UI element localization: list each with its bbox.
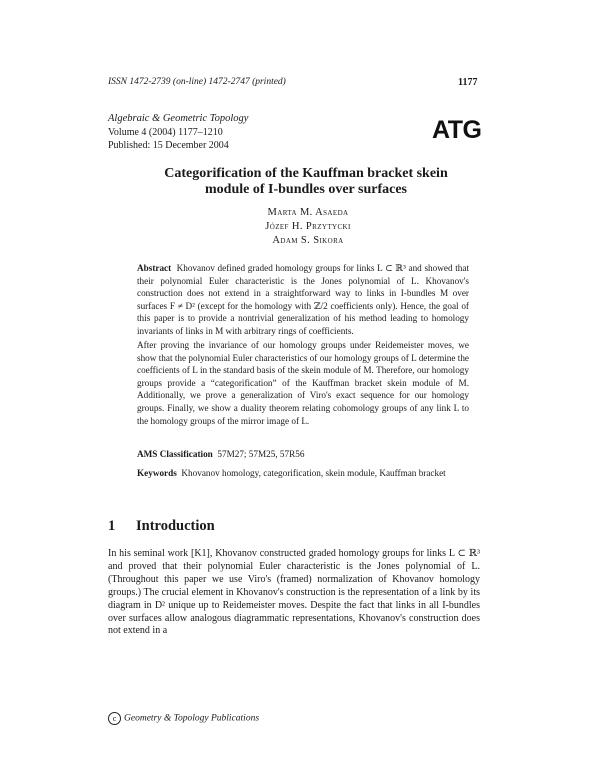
journal-volume: Volume 4 (2004) 1177–1210 bbox=[108, 127, 223, 138]
publisher-name: Geometry & Topology Publications bbox=[124, 713, 260, 724]
ams-classification bbox=[137, 448, 469, 461]
title-line-1: Categorification of the Kauffman bracket skein bbox=[164, 166, 448, 181]
page-number: 1177 bbox=[458, 77, 478, 88]
footer bbox=[108, 712, 259, 725]
title-line-2: module of I-bundles over surfaces bbox=[205, 182, 407, 197]
atg-logo: ATG bbox=[432, 116, 482, 144]
ams-label: AMS Classification bbox=[137, 449, 213, 459]
abstract-paragraph-2: After proving the invariance of our homology groups under Reidemeister moves, we show that the polynomial Euler characteristics of our homology groups of L determine the coefficients of L in the standard basis of the skein module of M. Therefore, our homology groups provide a “categorification” of the Kauffman bracket skein module of M. Additionally, we prove a generalization of Viro's exact sequence for our homology groups. Finally, we show a duality theorem relating cohomology groups of any link L to the homology groups of the mirror image of L. bbox=[137, 340, 469, 426]
copyright-icon: c bbox=[108, 712, 121, 725]
author-2: Józef H. Przytycki bbox=[265, 221, 351, 232]
introduction-body: In his seminal work [K1], Khovanov constructed graded homology groups for links L ⊂ ℝ³ and proved that their polynomial Euler characteristic is the Jones polynomial of L. (Throughout this paper we use Viro's (framed) normalization of Khovanov homology groups.) The crucial element in Khovanov's construction is the representation of a link by its diagram in D² unique up to Reidemeister moves. Despite the fact that links in all I-bundles over surfaces allow analogous diagrammatic representations, Khovanov's construction does not extend in a bbox=[108, 548, 480, 637]
author-1: Marta M. Asaeda bbox=[267, 207, 349, 218]
author-3: Adam S. Sikora bbox=[272, 235, 344, 246]
journal-published: Published: 15 December 2004 bbox=[108, 140, 229, 151]
section-title: Introduction bbox=[136, 518, 215, 534]
paper-title bbox=[120, 166, 492, 198]
keywords bbox=[137, 467, 469, 480]
section-number: 1 bbox=[108, 518, 116, 534]
journal-name: Algebraic & Geometric Topology bbox=[108, 113, 249, 124]
issn-header: ISSN 1472-2739 (on-line) 1472-2747 (printed) bbox=[108, 77, 286, 87]
abstract-text-1: Khovanov defined graded homology groups for links L ⊂ ℝ³ and showed that their polynomial Euler characteristic is the Jones polynomial of L. Khovanov's construction does not extend in a straightforward way to links in I-bundles M over surfaces F ≠ D² (except for the homology with ℤ/2 coefficients only). Hence, the goal of this paper is to provide a nontrivial generalization of his method leading to homology invariants of links in M with arbitrary rings of coefficients. bbox=[137, 263, 470, 336]
section-heading bbox=[108, 518, 215, 535]
keywords-label: Keywords bbox=[137, 468, 177, 478]
keywords-value: Khovanov homology, categorification, skein module, Kauffman bracket bbox=[181, 468, 446, 478]
abstract-label: Abstract bbox=[137, 263, 172, 273]
abstract-paragraph-1 bbox=[137, 262, 469, 338]
ams-value: 57M27; 57M25, 57R56 bbox=[217, 449, 305, 459]
